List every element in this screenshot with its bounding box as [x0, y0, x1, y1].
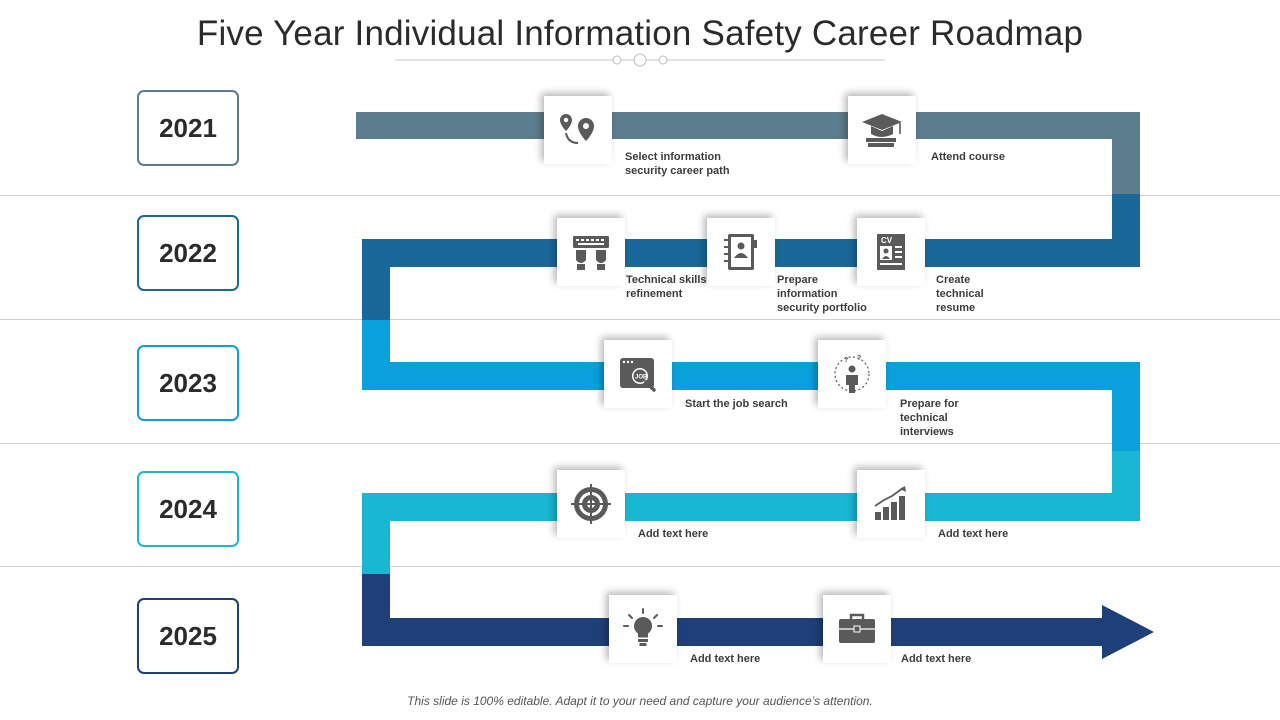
year-label: 2022 — [159, 237, 217, 268]
year-box-2024 — [137, 471, 239, 547]
milestone-text: Add text here — [901, 653, 972, 665]
year-label: 2024 — [159, 493, 217, 524]
milestone-text: Select information security career path — [625, 151, 730, 177]
path-segment-2021 — [356, 112, 1140, 139]
milestone-text: Prepare for technical interviews — [900, 398, 959, 438]
row-separator — [0, 195, 1280, 196]
year-box-2021 — [137, 90, 239, 166]
growth-chart-icon — [869, 482, 913, 526]
path-segment-2023 — [1112, 362, 1140, 451]
milestone-technical-skills — [557, 218, 625, 286]
path-segment-2025 — [362, 618, 1104, 646]
milestone-interviews — [818, 340, 886, 408]
svg-text:?: ? — [857, 355, 862, 362]
year-label: 2023 — [159, 367, 217, 398]
milestone-text: Start the job search — [685, 398, 788, 410]
row-separator — [0, 319, 1280, 320]
milestone-target — [557, 470, 625, 538]
page-title: Five Year Individual Information Safety Career Roadmap — [196, 14, 1084, 53]
milestone-text: Technical skills refinement — [626, 274, 707, 300]
portfolio-notebook-icon — [719, 230, 763, 274]
milestone-text: Prepare information security portfolio — [777, 274, 867, 314]
person-questions-icon — [830, 352, 874, 396]
footer-note: This slide is 100% editable. Adapt it to your need and capture your audience’s attention. — [407, 694, 873, 708]
svg-text:?: ? — [844, 357, 849, 364]
row-separator — [0, 566, 1280, 567]
year-box-2022 — [137, 215, 239, 291]
briefcase-icon — [835, 607, 879, 651]
lightbulb-icon — [621, 607, 665, 651]
path-segment-2021 — [1112, 112, 1140, 194]
milestone-text: Add text here — [938, 528, 1009, 540]
arrow-head — [1102, 605, 1156, 659]
svg-text:JOB: JOB — [635, 374, 648, 381]
milestone-text: Create technical resume — [936, 274, 984, 314]
path-segment-2023 — [362, 362, 1140, 390]
milestone-text: Add text here — [638, 528, 709, 540]
graduation-cap-icon — [860, 108, 904, 152]
milestone-briefcase — [823, 595, 891, 663]
cv-resume-icon — [869, 230, 913, 274]
path-segment-2022 — [362, 239, 390, 320]
year-label: 2025 — [159, 620, 217, 651]
year-box-2023 — [137, 345, 239, 421]
milestone-text: Attend course — [931, 151, 1005, 163]
milestone-graduation — [848, 96, 916, 164]
milestone-growth — [857, 470, 925, 538]
milestone-portfolio — [707, 218, 775, 286]
milestone-resume — [857, 218, 925, 286]
svg-text:CV: CV — [881, 236, 893, 245]
milestone-location-pins — [544, 96, 612, 164]
job-search-icon — [616, 352, 660, 396]
target-icon — [569, 482, 613, 526]
title-divider — [395, 52, 885, 68]
hands-keyboard-icon — [569, 230, 613, 274]
milestone-idea — [609, 595, 677, 663]
milestone-text: Add text here — [690, 653, 761, 665]
location-pins-icon — [556, 108, 600, 152]
row-separator — [0, 443, 1280, 444]
path-segment-2024 — [362, 493, 390, 574]
path-segment-2024 — [362, 493, 1140, 521]
year-box-2025 — [137, 598, 239, 674]
year-label: 2021 — [159, 112, 217, 143]
milestone-job-search — [604, 340, 672, 408]
